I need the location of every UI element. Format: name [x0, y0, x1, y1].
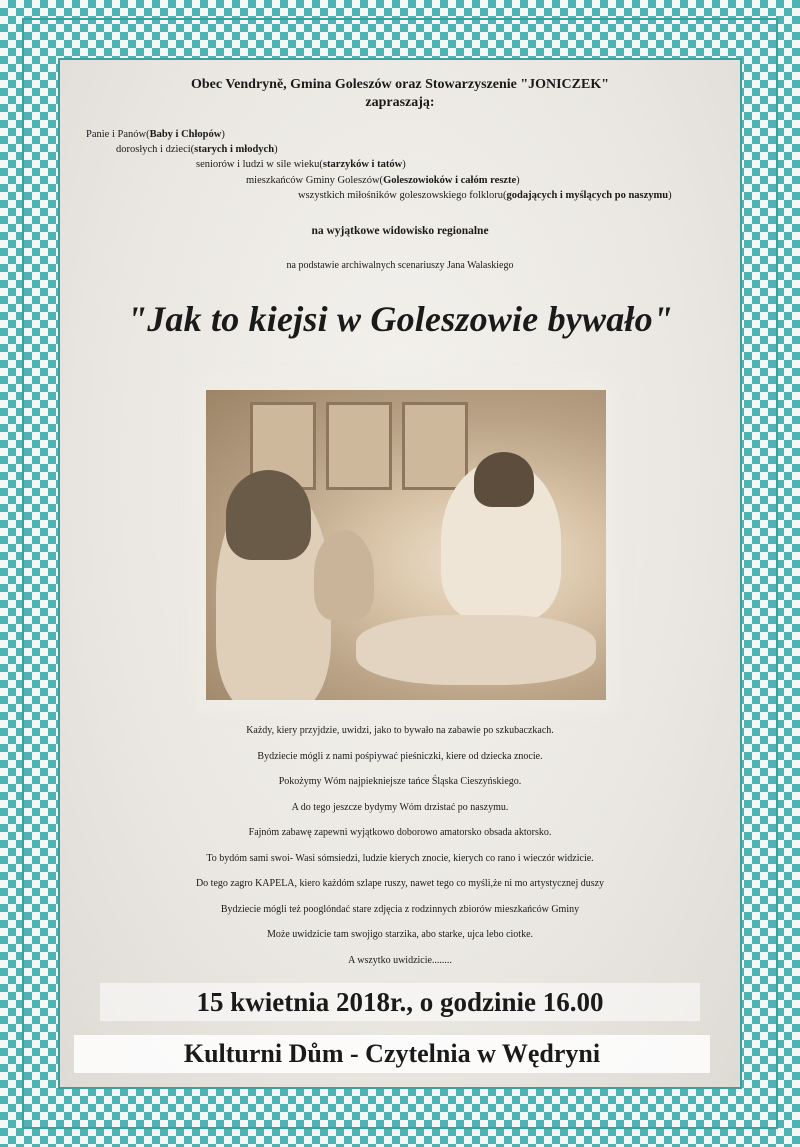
- photo-headscarf-left: [226, 470, 311, 560]
- event-title: "Jak to kiejsi w Goleszowie bywało": [127, 299, 673, 339]
- description-line: Każdy, kiery przyjdzie, uwidzi, jako to bywało na zabawie po szkubaczkach.: [246, 725, 554, 736]
- audience-line: seniorów i ludzi w sile wieku(starzyków i tatów): [196, 159, 406, 170]
- event-type: na wyjątkowe widowisko regionalne: [311, 225, 489, 237]
- audience-line: wszystkich miłośników goleszowskiego folkloru(godających i myślących po naszymu): [298, 190, 672, 201]
- photo-headscarf-right: [474, 452, 534, 507]
- organizers: [60, 76, 740, 112]
- event-date: 15 kwietnia 2018r., o godzinie 16.00: [100, 983, 700, 1021]
- audience-line: dorosłych i dzieci(starych i młodych): [116, 144, 278, 155]
- description-line: Do tego zagro KAPELA, kiero każdóm szlape ruszy, nawet tego co myśli,że ni mo artystycznej duszy: [195, 878, 605, 889]
- description-line: Fajnóm zabawę zapewni wyjątkowo doborowo amatorsko obsada aktorsko.: [248, 827, 552, 838]
- audience-line: mieszkańców Gminy Goleszów(Goleszowioków i całóm reszte): [246, 175, 520, 186]
- photo-window: [402, 402, 468, 490]
- poster-content: [60, 60, 740, 1087]
- description: [60, 718, 740, 973]
- description-line: Bydziecie mógli też pooglóndać stare zdjęcia z rodzinnych zbiorów mieszkańców Gminy: [220, 903, 580, 915]
- description-line: Może uwidzicie tam swojigo starzika, abo starke, ujca lebo ciotke.: [266, 929, 534, 940]
- photo-figure-child: [314, 530, 374, 620]
- audience-line: Panie i Panów(Baby i Chłopów): [86, 129, 225, 140]
- event-venue: Kulturni Dům - Czytelnia w Wędryni: [74, 1035, 710, 1073]
- archival-photo: [206, 390, 606, 700]
- description-line: A do tego jeszcze bydymy Wóm drzistać po naszymu.: [291, 801, 509, 813]
- description-line: A wszytko uwidzicie........: [348, 954, 452, 966]
- organizers-text: Obec Vendryně, Gmina Goleszów oraz Stowarzyszenie "JONICZEK": [190, 77, 610, 92]
- photo-window: [326, 402, 392, 490]
- description-line: Bydziecie mógli z nami pośpiywać pieśniczki, kiere od dziecka znocie.: [257, 750, 543, 762]
- based-on-note: na podstawie archiwalnych scenariuszy Jana Walaskiego: [286, 260, 514, 271]
- photo-table: [356, 615, 596, 685]
- invite-text: zapraszają:: [365, 95, 435, 110]
- description-line: Pokożymy Wóm najpiekniejsze tańce Śląska Cieszyńskiego.: [278, 776, 522, 787]
- description-line: To bydóm sami swoi- Wasi sómsiedzi, ludzie kierych znocie, kierych co rano i wieczór widzicie.: [206, 852, 594, 864]
